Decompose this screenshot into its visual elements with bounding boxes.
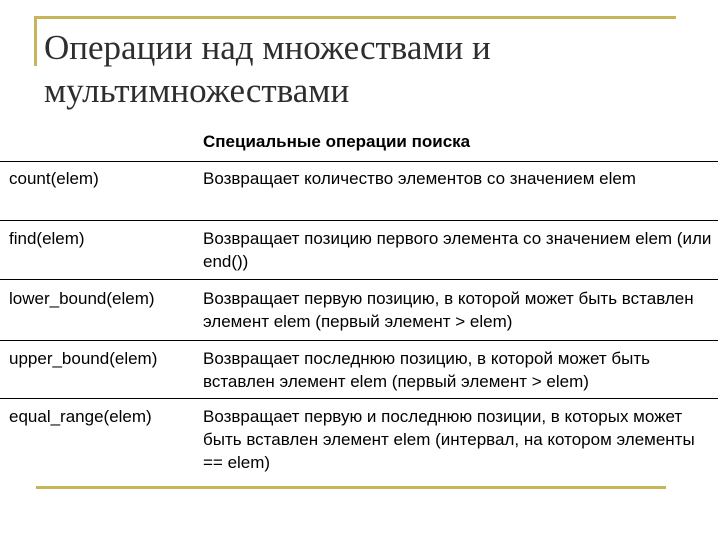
- table-row-description: Возвращает первую позицию, в которой может быть вставлен элемент elem (первый элемент > elem): [203, 289, 694, 331]
- table-header: Специальные операции поиска: [203, 132, 471, 151]
- table-divider: [0, 161, 718, 162]
- slide-title-line-1: Операции над множествами и: [44, 28, 491, 67]
- table-divider: [0, 279, 718, 280]
- table-row-name: count(elem): [9, 169, 99, 188]
- decorative-bottom-line: [36, 486, 666, 489]
- table-row-description: Возвращает первую и последнюю позиции, в которых может быть вставлен элемент elem (интервал, на котором элементы == elem): [203, 407, 695, 472]
- decorative-top-line: [36, 16, 676, 19]
- slide-title: [44, 26, 704, 112]
- table-row-description: Возвращает позицию первого элемента со значением elem (или end()): [203, 229, 712, 271]
- table-row-name: equal_range(elem): [9, 407, 152, 426]
- decorative-left-line: [34, 16, 37, 66]
- table-row-name: upper_bound(elem): [9, 349, 158, 368]
- table-divider: [0, 398, 718, 399]
- table-row-description: Возвращает количество элементов со значением elem: [203, 169, 636, 188]
- table-row-name: find(elem): [9, 229, 85, 248]
- table-divider: [0, 340, 718, 341]
- table-divider: [0, 220, 718, 221]
- table-row-description: Возвращает последнюю позицию, в которой может быть вставлен элемент elem (первый элемент > elem): [203, 349, 651, 391]
- table-row-name: lower_bound(elem): [9, 289, 155, 308]
- slide-title-line-2: мультимножествами: [44, 71, 350, 110]
